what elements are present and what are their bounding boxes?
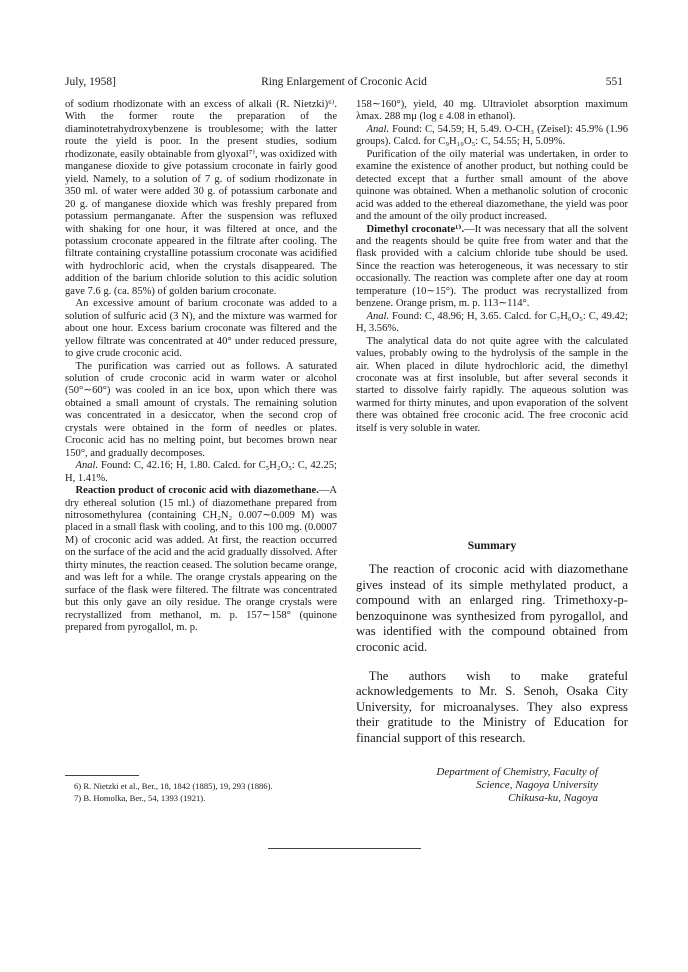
- summary-heading: Summary: [467, 540, 517, 552]
- footnotes: [74, 780, 336, 804]
- acknowledgement-paragraph: The authors wish to make grateful acknowledgements to Mr. S. Senoh, Osaka City University, for microanalyses. They also express their gratitude to the Ministry of Education for financial support of this research.: [356, 668, 628, 745]
- section-paragraph: [65, 485, 337, 634]
- analysis-paragraph: [65, 460, 337, 485]
- affiliation-line: Department of Chemistry, Faculty of: [436, 766, 598, 778]
- paragraph: An excessive amount of barium croconate was added to a solution of sulfuric acid (3 N), and the mixture was warmed for about one hour. Excess barium croconate was filtered and the yellow filtrate was concentrated at 40° under reduced pressure, to give crude croconic acid.: [65, 298, 337, 360]
- section-text: —It was necessary that all the solvent and the reagents should be quite free from water and that the flask provided with a calcium chloride tube should be used. Since the reaction was heterogeneous, it was necessary to stir occasionally. The reaction was complete after one day at room temperature (10∼15°). The product was recrystallized from benzene. Orange prism, m. p. 113∼114°.: [356, 223, 629, 310]
- analysis-label: Anal.: [75, 460, 99, 472]
- running-header: [65, 76, 623, 92]
- analysis-label: Anal.: [366, 123, 390, 135]
- end-rule: [268, 848, 421, 849]
- footnote: [74, 792, 336, 804]
- paragraph: of sodium rhodizonate with an excess of alkali (R. Nietzki)⁶⁾. With the former route the preparation of the diaminotetrahydroxybenzene is troublesome; with the latter route the yield is poor. In the present studies, sodium rhodizonate, easily obtainable from glyoxal⁷⁾, was oxidized with manganese dioxide to give potassium croconate in fairly good yield. Namely, to a solution of 7 g. of sodium rhodizonate in 350 ml. of water were added 30 g. of potassium carbonate and 20 g. of manganese dioxide which was freshly prepared from potassium permanganate. After the suspension was refluxed with shaking for one hour, it was filtered at once, and the potassium croconate appeared in the filtrate after cooling. The filtrate containing crystalline potassium croconate was acidified with hydrochloric acid, when the crystals disappeared. The addition of the barium chloride solution to this acidic solution gave 7.6 g. (ca. 85%) of golden barium croconate.: [65, 99, 337, 297]
- section-paragraph: [356, 224, 628, 311]
- summary-paragraph: The reaction of croconic acid with diazomethane gives instead of its simple methylated product, a compound with an enlarged ring. Trimethoxy-p-benzoquinone was synthesized from pyrogallol, and was identified with the compound obtained from croconic acid.: [356, 562, 628, 654]
- section-heading: Dimethyl croconate¹⁾.: [366, 223, 465, 235]
- section-text: —A dry ethereal solution (15 ml.) of diazomethane prepared from nitrosomethylurea (containing CH₂N₂ 0.007∼0.009 M) was placed in a small flask with cooling, and to this 100 mg. (0.0007 M) of croconic acid was added. At first, the reaction occurred on the surface of the acid and the acid gradually dissolved. After thirty minutes, the reaction ceased. The solution became orange, and was left for a while. The orange crystals appearing on the surface of the flask were filtered. The filtrate was concentrated but this only gave an oily residue. The orange crystals were recrystallized from methanol, m. p. 157∼158° (quinone prepared from pyrogallol, m. p.: [65, 485, 337, 634]
- left-column: [65, 99, 337, 634]
- footnote-rule: [65, 775, 139, 776]
- header-date: July, 1958]: [65, 76, 117, 88]
- affiliation: [356, 766, 628, 805]
- analysis-text: Found: C, 54.59; H, 5.49. O-CH₃ (Zeisel): 45.9% (1.96 groups). Calcd. for C₉H₁₀O₅: C, 54.55; H, 5.09%.: [356, 123, 628, 148]
- affiliation-line: Chikusa-ku, Nagoya: [508, 792, 598, 804]
- analysis-text: Found: C, 42.16; H, 1.80. Calcd. for C₅H₂O₅: C, 42.25; H, 1.41%.: [65, 460, 337, 484]
- right-column: [356, 99, 628, 435]
- paragraph: 158∼160°), yield, 40 mg. Ultraviolet absorption maximum λmax. 288 mμ (log ε 4.08 in ethanol).: [356, 99, 628, 123]
- summary-section: [356, 562, 628, 747]
- analysis-paragraph: [356, 311, 628, 336]
- footnote-text: R. Nietzki et al., Ber., 18, 1842 (1885), 19, 293 (1886).: [83, 781, 273, 791]
- paragraph: Purification of the oily material was undertaken, in order to examine the existence of another product, but nothing could be detected except that a further small amount of the above quinone was obtained. When a methanolic solution of croconic acid was added to the ethereal diazomethane, the yield was poor and the amount of the oily product increased.: [356, 148, 628, 223]
- paragraph: The purification was carried out as follows. A saturated solution of crude croconic acid in warm water or alcohol (50°∼60°) was cooled in an ice box, upon which there was obtained a small amount of crystals. The remaining solution was concentrated in a desiccator, when the second crop of crystals were obtained in the form of needles or plates. Croconic acid has no melting point, but becomes brown near 150°, and gradually decomposes.: [65, 360, 337, 459]
- affiliation-line: Science, Nagoya University: [476, 779, 598, 791]
- paragraph: The analytical data do not quite agree with the calculated values, probably owing to the hydrolysis of the sample in the air. When placed in dilute hydrochloric acid, the dimethyl croconate was at first insoluble, but after several seconds it started to dissolve fairly rapidly. The aqueous solution was warmed for thirty minutes, and upon evaporation of the solvent there was obtained free croconic acid. The free croconic acid itself is very soluble in water.: [356, 335, 628, 434]
- analysis-paragraph: [356, 124, 628, 149]
- analysis-label: Anal.: [366, 310, 390, 322]
- footnote: [74, 780, 336, 792]
- footnote-text: B. Homolka, Ber., 54, 1393 (1921).: [83, 793, 206, 803]
- analysis-text: Found: C, 48.96; H, 3.65. Calcd. for C₇H₆O₅: C, 49.42; H, 3.56%.: [356, 310, 628, 335]
- footnote-number: 6): [74, 781, 82, 791]
- section-heading: Reaction product of croconic acid with diazomethane.: [75, 485, 319, 497]
- footnote-number: 7): [74, 793, 82, 803]
- page-number: 551: [605, 76, 623, 88]
- header-title: Ring Enlargement of Croconic Acid: [261, 76, 427, 88]
